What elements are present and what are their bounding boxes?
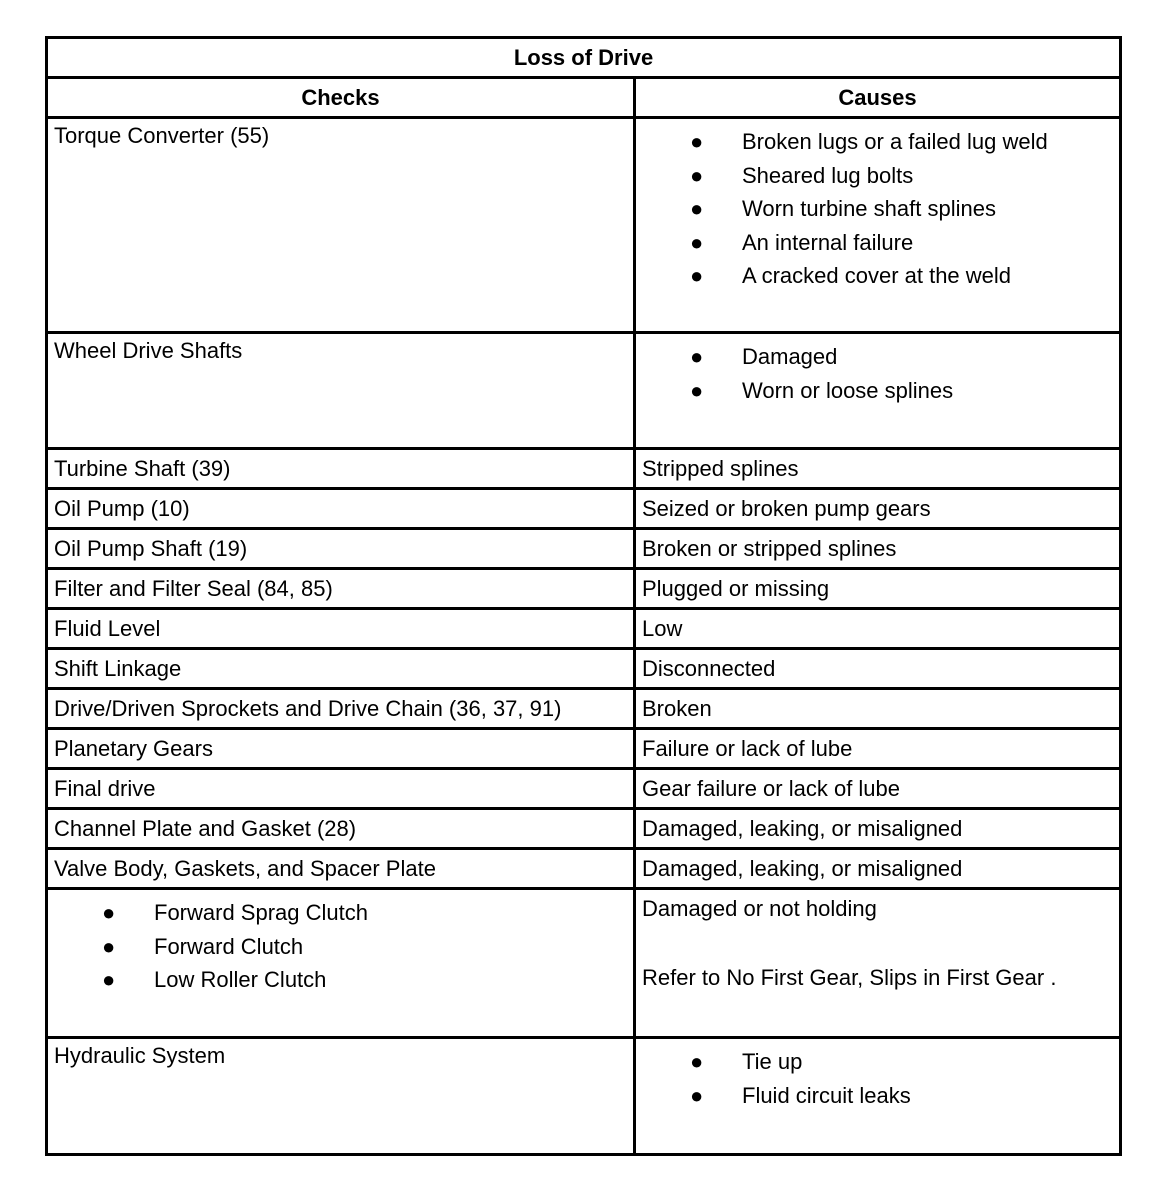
list-item: ● Fluid circuit leaks [642,1079,1119,1113]
check-cell: Oil Pump Shaft (19) [47,529,635,569]
bullet-icon: ● [690,344,704,369]
table-row [47,529,1121,569]
loss-of-drive-table [45,36,1122,1156]
list-item: ● Tie up [642,1045,1119,1079]
checks-cell [47,889,635,1038]
list-item: ● Forward Clutch [54,930,633,964]
bullet-icon: ● [102,900,116,925]
cause-cell: Broken or stripped splines [635,529,1121,569]
list-item: ● Forward Sprag Clutch [54,896,633,930]
table-row [47,118,1121,333]
causes-cell [635,118,1121,333]
table-row [47,569,1121,609]
table-row [47,333,1121,449]
check-cell: Hydraulic System [47,1038,635,1155]
check-cell: Valve Body, Gaskets, and Spacer Plate [47,849,635,889]
cause-cell: Gear failure or lack of lube [635,769,1121,809]
check-cell: Channel Plate and Gasket (28) [47,809,635,849]
check-cell: Filter and Filter Seal (84, 85) [47,569,635,609]
check-cell: Shift Linkage [47,649,635,689]
table-row [47,769,1121,809]
cause-cell: Seized or broken pump gears [635,489,1121,529]
cause-cell: Plugged or missing [635,569,1121,609]
table-row [47,609,1121,649]
bullet-icon: ● [102,967,116,992]
list-item: ● An internal failure [642,226,1119,260]
column-header-causes: Causes [635,78,1121,118]
cause-line: Damaged or not holding [642,896,877,921]
bullet-icon: ● [690,1049,704,1074]
check-cell: Final drive [47,769,635,809]
table-row [47,649,1121,689]
check-cell: Wheel Drive Shafts [47,333,635,449]
table-row [47,689,1121,729]
list-item: ● Low Roller Clutch [54,963,633,997]
bullet-icon: ● [690,196,704,221]
bullet-icon: ● [690,229,704,255]
table-row [47,809,1121,849]
bullet-icon: ● [690,263,704,288]
list-item: ● Broken lugs or a failed lug weld [642,125,1119,159]
table-row [47,889,1121,1038]
list-item: ● Worn or loose splines [642,374,1119,408]
table-row [47,1038,1121,1155]
list-item: ● A cracked cover at the weld [642,259,1119,293]
bullet-icon: ● [690,1082,704,1108]
list-item: ● Damaged [642,340,1119,374]
bullet-icon: ● [690,377,704,403]
table-row [47,449,1121,489]
list-item: ● Worn turbine shaft splines [642,192,1119,226]
cause-cell: Damaged, leaking, or misaligned [635,809,1121,849]
check-cell: Turbine Shaft (39) [47,449,635,489]
table-row [47,489,1121,529]
table-title: Loss of Drive [47,38,1121,78]
cause-cell: Damaged, leaking, or misaligned [635,849,1121,889]
cause-cell: Failure or lack of lube [635,729,1121,769]
cause-cell: Broken [635,689,1121,729]
check-cell: Torque Converter (55) [47,118,635,333]
bullet-icon: ● [102,933,116,959]
causes-cell [635,1038,1121,1155]
bullet-icon: ● [690,129,704,154]
check-cell: Fluid Level [47,609,635,649]
cause-cell: Low [635,609,1121,649]
cause-cell: Disconnected [635,649,1121,689]
cause-cell [635,889,1121,1038]
causes-cell [635,333,1121,449]
check-cell: Oil Pump (10) [47,489,635,529]
check-cell: Drive/Driven Sprockets and Drive Chain (36, 37, 91) [47,689,635,729]
cause-reference: Refer to No First Gear, Slips in First Gear . [642,965,1057,990]
cause-cell: Stripped splines [635,449,1121,489]
table-row [47,849,1121,889]
check-cell: Planetary Gears [47,729,635,769]
bullet-icon: ● [690,162,704,188]
column-header-checks: Checks [47,78,635,118]
list-item: ● Sheared lug bolts [642,159,1119,193]
table-row [47,729,1121,769]
